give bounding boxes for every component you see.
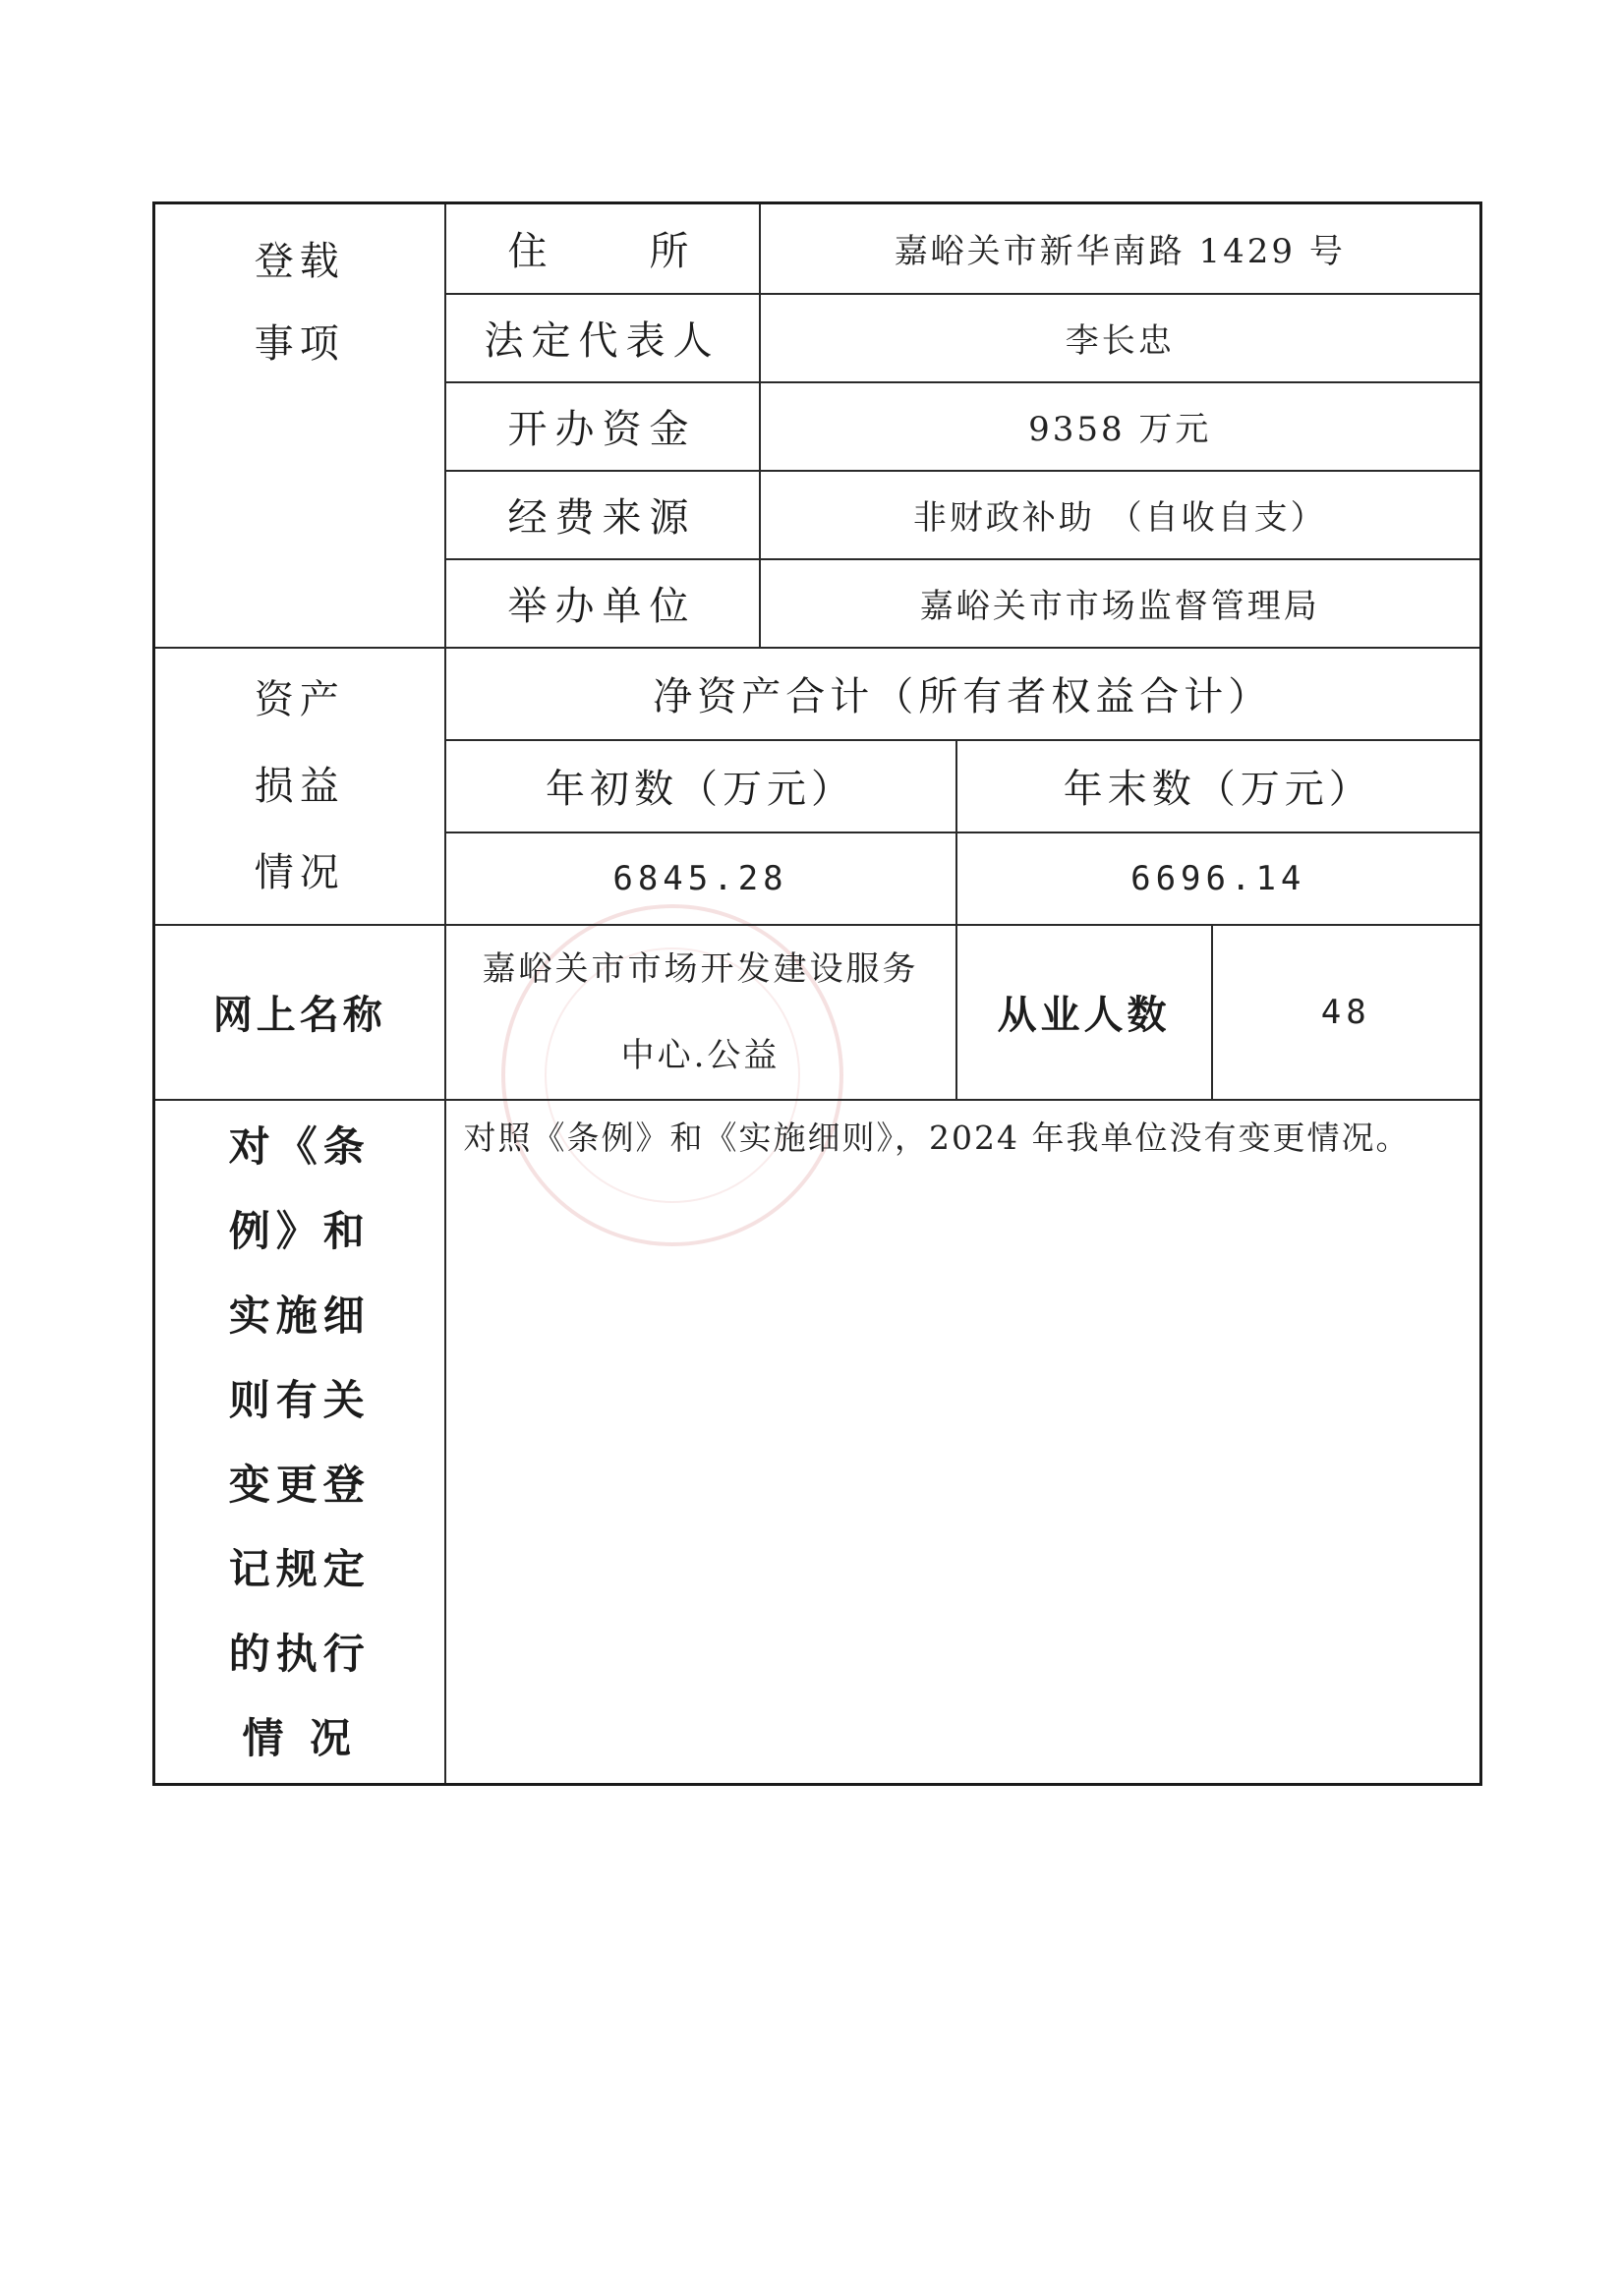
execution-label-line1: 对《条 xyxy=(228,1121,371,1171)
online-name-line2: 中心.公益 xyxy=(620,1035,781,1075)
execution-label-line3: 实施细 xyxy=(228,1291,371,1340)
assets-label-line3: 情况 xyxy=(254,849,345,895)
legal-representative-value: 李长忠 xyxy=(760,294,1481,382)
assets-label-line2: 损益 xyxy=(254,763,345,809)
funding-source-value: 非财政补助 （自收自支） xyxy=(760,471,1481,559)
address-label: 住 所 xyxy=(445,203,760,294)
online-name-label: 网上名称 xyxy=(154,925,445,1100)
net-assets-header: 净资产合计（所有者权益合计） xyxy=(445,648,1481,740)
execution-label-line8: 情 况 xyxy=(242,1713,358,1762)
online-name-value xyxy=(445,925,956,1100)
year-start-header: 年初数（万元） xyxy=(445,740,956,832)
execution-text: 对照《条例》和《实施细则》，2024 年我单位没有变更情况。 xyxy=(463,1118,1411,1157)
year-end-value: 6696.14 xyxy=(956,832,1481,925)
registration-label-line1: 登载 xyxy=(254,239,345,284)
year-end-header: 年末数（万元） xyxy=(956,740,1481,832)
execution-content-cell xyxy=(445,1100,1481,1785)
address-value: 嘉峪关市新华南路 1429 号 xyxy=(760,203,1481,294)
execution-label-line6: 记规定 xyxy=(228,1544,371,1593)
sponsor-unit-label: 举办单位 xyxy=(445,559,760,648)
sponsor-unit-value: 嘉峪关市市场监督管理局 xyxy=(760,559,1481,648)
execution-label-line5: 变更登 xyxy=(228,1460,371,1509)
start-up-funds-label: 开办资金 xyxy=(445,382,760,471)
staff-count-value: 48 xyxy=(1212,925,1481,1100)
online-name-line1: 嘉峪关市市场开发建设服务 xyxy=(482,948,919,989)
funding-source-label: 经费来源 xyxy=(445,471,760,559)
assets-section-label xyxy=(154,648,445,925)
execution-section-label xyxy=(154,1100,445,1785)
annual-report-form xyxy=(152,201,1482,1786)
execution-label-line4: 则有关 xyxy=(228,1375,371,1424)
legal-representative-label: 法定代表人 xyxy=(445,294,760,382)
year-start-value: 6845.28 xyxy=(445,832,956,925)
start-up-funds-value: 9358 万元 xyxy=(760,382,1481,471)
registration-section-label xyxy=(154,203,445,648)
registration-label-line2: 事项 xyxy=(254,321,345,367)
assets-label-line1: 资产 xyxy=(254,676,345,722)
execution-label-line7: 的执行 xyxy=(228,1629,371,1678)
staff-count-label: 从业人数 xyxy=(956,925,1212,1100)
execution-label-line2: 例》和 xyxy=(228,1206,371,1255)
